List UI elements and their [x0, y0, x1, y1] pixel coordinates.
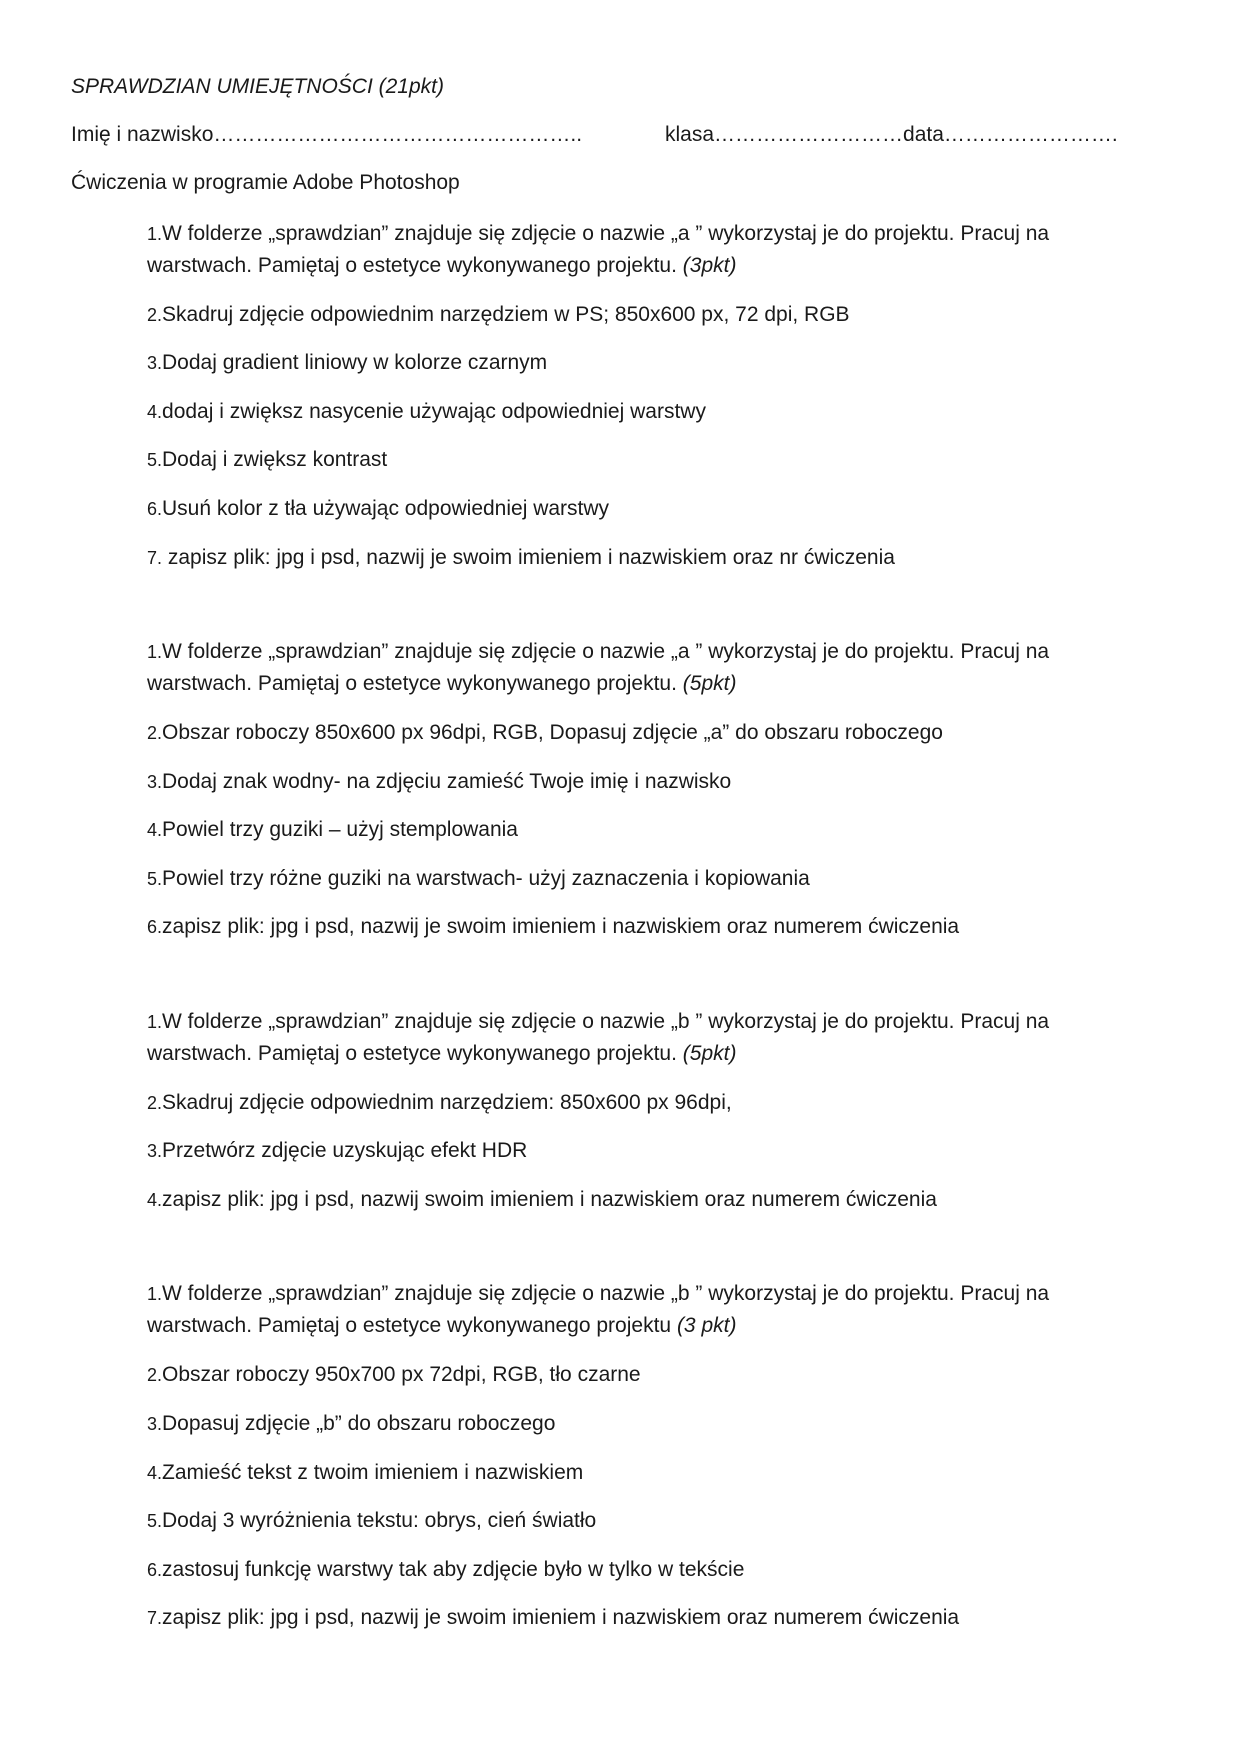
task-4-4	[147, 1458, 583, 1488]
task-number: 1.	[147, 224, 163, 244]
task-text: W folderze „sprawdzian” znajduje się zdjęcie o nazwie „a ” wykorzystaj je do projektu. Pracuj na warstwach. Pamiętaj o estetyce wykonywanego projektu.	[147, 222, 1050, 277]
task-text: Dodaj 3 wyróżnienia tekstu: obrys, cień światło	[162, 1509, 597, 1532]
task-text: Dodaj gradient liniowy w kolorze czarnym	[162, 351, 548, 374]
task-text: Zamieść tekst z twoim imieniem i nazwiskiem	[162, 1461, 584, 1484]
task-text: Obszar roboczy 950x700 px 72dpi, RGB, tło czarne	[162, 1363, 641, 1386]
task-number: 3.	[147, 1141, 163, 1161]
task-number: 3.	[147, 353, 163, 373]
task-2-2	[147, 718, 943, 748]
task-1-4	[147, 397, 706, 427]
task-number: 6.	[147, 499, 163, 519]
task-number: 4.	[147, 1463, 163, 1483]
task-4-5	[147, 1506, 596, 1536]
task-text: Dopasuj zdjęcie „b” do obszaru roboczego	[162, 1412, 556, 1435]
task-3-3	[147, 1136, 527, 1166]
task-2-1	[147, 636, 1157, 700]
task-2-4	[147, 815, 518, 845]
task-number: 7.	[147, 1608, 163, 1628]
task-number: 4.	[147, 1190, 163, 1210]
class-date-field-label: klasa………………………data…………………….	[665, 123, 1118, 146]
task-text: W folderze „sprawdzian” znajduje się zdjęcie o nazwie „b ” wykorzystaj je do projektu. Pracuj na warstwach. Pamiętaj o estetyce wykonywanego projektu.	[147, 1010, 1050, 1065]
task-4-7	[147, 1603, 959, 1633]
task-points: (5pkt)	[682, 1042, 737, 1065]
task-number: 6.	[147, 1560, 163, 1580]
task-4-6	[147, 1555, 744, 1585]
task-3-2	[147, 1088, 732, 1118]
task-number: 4.	[147, 402, 163, 422]
task-1-3	[147, 348, 547, 378]
task-text: Skadruj zdjęcie odpowiednim narzędziem: 850x600 px 96dpi,	[162, 1091, 732, 1114]
task-number: 7.	[147, 548, 163, 568]
task-number: 6.	[147, 917, 163, 937]
task-text: Skadruj zdjęcie odpowiednim narzędziem w PS; 850x600 px, 72 dpi, RGB	[162, 303, 850, 326]
task-text: Przetwórz zdjęcie uzyskując efekt HDR	[162, 1139, 528, 1162]
task-4-2	[147, 1360, 641, 1390]
task-3-1	[147, 1006, 1157, 1070]
task-number: 5.	[147, 1511, 163, 1531]
task-number: 2.	[147, 1093, 163, 1113]
task-text: Dodaj i zwiększ kontrast	[162, 448, 388, 471]
task-4-3	[147, 1409, 555, 1439]
task-text: zapisz plik: jpg i psd, nazwij swoim imieniem i nazwiskiem oraz numerem ćwiczenia	[162, 1188, 937, 1211]
task-text: zastosuj funkcję warstwy tak aby zdjęcie było w tylko w tekście	[162, 1558, 745, 1581]
task-number: 3.	[147, 772, 163, 792]
task-text: Usuń kolor z tła używając odpowiedniej warstwy	[162, 497, 610, 520]
task-2-6	[147, 912, 959, 942]
task-1-1	[147, 218, 1157, 282]
document-title: SPRAWDZIAN UMIEJĘTNOŚCI (21pkt)	[71, 75, 444, 98]
task-text: dodaj i zwiększ nasycenie używając odpowiedniej warstwy	[162, 400, 706, 423]
task-text: Powiel trzy różne guziki na warstwach- użyj zaznaczenia i kopiowania	[162, 867, 810, 890]
task-text: zapisz plik: jpg i psd, nazwij je swoim imieniem i nazwiskiem oraz numerem ćwiczenia	[162, 1606, 960, 1629]
task-4-1	[147, 1278, 1157, 1342]
task-1-6	[147, 494, 609, 524]
task-2-3	[147, 767, 731, 797]
task-number: 2.	[147, 305, 163, 325]
task-1-5	[147, 445, 387, 475]
task-text: Powiel trzy guziki – użyj stemplowania	[162, 818, 518, 841]
task-number: 4.	[147, 820, 163, 840]
task-text: Obszar roboczy 850x600 px 96dpi, RGB, Dopasuj zdjęcie „a” do obszaru roboczego	[162, 721, 943, 744]
task-text: W folderze „sprawdzian” znajduje się zdjęcie o nazwie „a ” wykorzystaj je do projektu. Pracuj na warstwach. Pamiętaj o estetyce wykonywanego projektu.	[147, 640, 1050, 695]
name-field-label: Imię i nazwisko……………………………………………..	[71, 123, 583, 146]
task-number: 1.	[147, 642, 163, 662]
task-3-4	[147, 1185, 937, 1215]
task-number: 1.	[147, 1284, 163, 1304]
task-number: 2.	[147, 1365, 163, 1385]
task-text: zapisz plik: jpg i psd, nazwij je swoim imieniem i nazwiskiem oraz nr ćwiczenia	[162, 546, 895, 569]
task-points: (3 pkt)	[676, 1314, 737, 1337]
task-text: Dodaj znak wodny- na zdjęciu zamieść Twoje imię i nazwisko	[162, 770, 732, 793]
task-number: 5.	[147, 869, 163, 889]
task-2-5	[147, 864, 810, 894]
task-number: 2.	[147, 723, 163, 743]
document-subtitle: Ćwiczenia w programie Adobe Photoshop	[71, 171, 460, 194]
task-points: (5pkt)	[682, 672, 737, 695]
task-1-2	[147, 300, 850, 330]
task-text: zapisz plik: jpg i psd, nazwij je swoim imieniem i nazwiskiem oraz numerem ćwiczenia	[162, 915, 960, 938]
task-number: 1.	[147, 1012, 163, 1032]
task-number: 5.	[147, 450, 163, 470]
task-text: W folderze „sprawdzian” znajduje się zdjęcie o nazwie „b ” wykorzystaj je do projektu. Pracuj na warstwach. Pamiętaj o estetyce wykonywanego projektu	[147, 1282, 1050, 1337]
task-number: 3.	[147, 1414, 163, 1434]
task-1-7	[147, 543, 895, 573]
task-points: (3pkt)	[682, 254, 737, 277]
